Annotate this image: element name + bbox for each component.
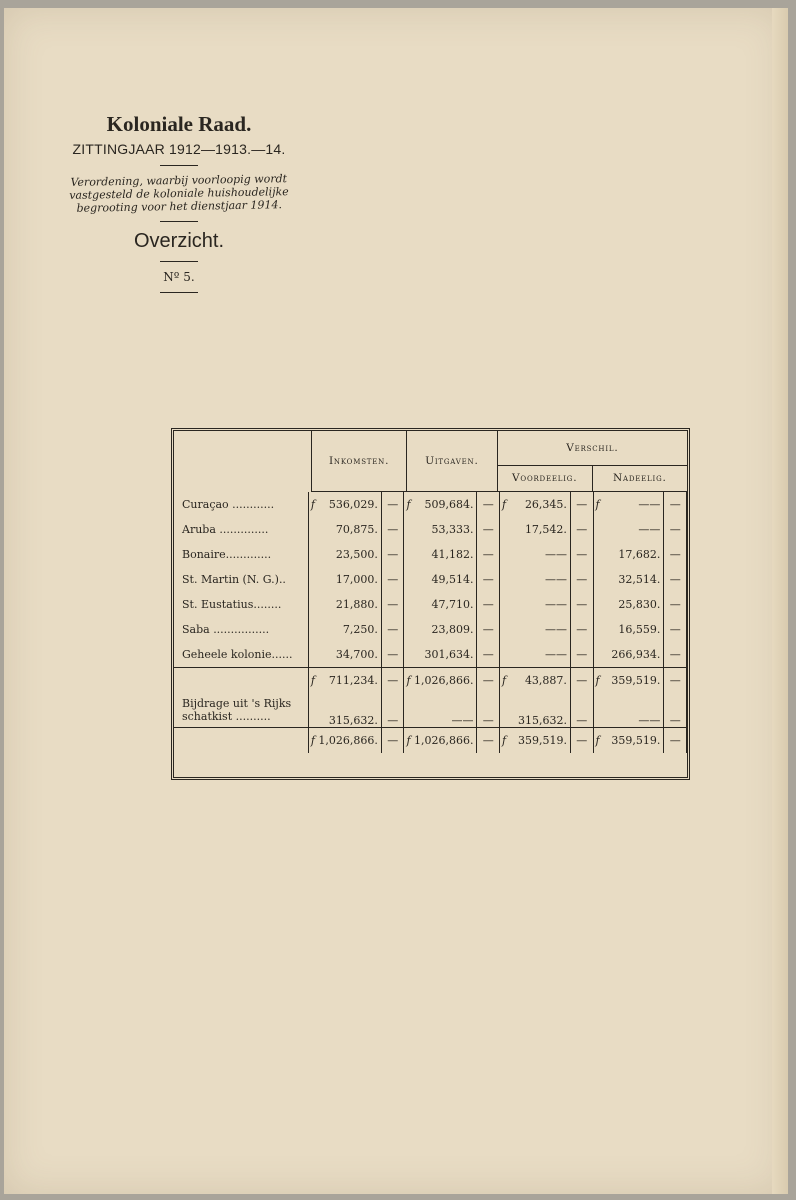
- document-page: [4, 8, 784, 1194]
- voor-currency: f: [500, 727, 510, 753]
- nad-cents: —: [664, 667, 687, 693]
- divider: [160, 261, 198, 262]
- row-label: Bijdrage uit 's Rijks schatkist ..........: [174, 693, 308, 728]
- voor-currency: [500, 592, 510, 617]
- uit-value: 301,634.: [424, 647, 474, 661]
- voor-value: 315,632.: [517, 713, 567, 727]
- uit-value: 47,710.: [431, 597, 474, 611]
- nad-currency: [593, 693, 603, 728]
- uit-value: 509,684.: [424, 497, 474, 511]
- nad-cents: —: [664, 727, 687, 753]
- table-row: [174, 617, 687, 642]
- ink-cents: —: [381, 517, 404, 542]
- uit-cents: —: [477, 667, 500, 693]
- ink-cents: —: [381, 592, 404, 617]
- divider: [160, 292, 198, 293]
- ink-currency: f: [310, 497, 315, 511]
- voor-currency: [500, 617, 510, 642]
- voor-currency: f: [502, 497, 507, 511]
- voor-value: ——: [544, 597, 567, 611]
- divider: [160, 165, 198, 166]
- row-label: [174, 667, 308, 693]
- nad-value: 17,682.: [618, 547, 661, 561]
- uit-value: 23,809.: [431, 622, 474, 636]
- uit-currency: f: [404, 727, 414, 753]
- nad-cents: —: [664, 542, 687, 567]
- header-uitgaven: Uitgaven.: [407, 431, 498, 491]
- ink-currency: f: [308, 667, 318, 693]
- nad-cents: —: [664, 492, 687, 517]
- document-title: Koloniale Raad.: [106, 112, 252, 136]
- page-edge: [772, 8, 788, 1194]
- nad-currency: f: [593, 667, 603, 693]
- voor-cents: —: [570, 567, 593, 592]
- ink-currency: f: [308, 727, 318, 753]
- bijdrage-row: [174, 693, 687, 728]
- uit-cents: —: [477, 592, 500, 617]
- row-label: Geheele kolonie......: [174, 642, 308, 668]
- nad-cents: —: [664, 642, 687, 668]
- voor-value: ——: [544, 622, 567, 636]
- ink-currency: [308, 642, 318, 668]
- voor-cents: —: [570, 727, 593, 753]
- nad-value: 25,830.: [618, 597, 661, 611]
- voor-cents: —: [570, 592, 593, 617]
- nad-cents: —: [664, 517, 687, 542]
- budget-table: [171, 428, 690, 780]
- ink-currency: [308, 693, 318, 728]
- nad-currency: [593, 542, 603, 567]
- uit-value: 41,182.: [431, 547, 474, 561]
- nad-cents: —: [664, 567, 687, 592]
- nad-cents: —: [664, 617, 687, 642]
- row-label: Saba ................: [174, 617, 308, 642]
- ink-currency: [308, 617, 318, 642]
- ink-value: 23,500.: [335, 547, 378, 561]
- ink-value: 536,029.: [328, 497, 378, 511]
- ink-value: 711,234.: [318, 667, 381, 693]
- nad-currency: [593, 567, 603, 592]
- uit-currency: [404, 617, 414, 642]
- nad-currency: [593, 592, 603, 617]
- nad-value: 16,559.: [618, 622, 661, 636]
- voor-currency: f: [500, 667, 510, 693]
- ink-cents: —: [381, 667, 404, 693]
- overview-heading: Overzicht.: [133, 230, 225, 252]
- ink-value: 1,026,866.: [318, 727, 381, 753]
- nad-currency: f: [593, 727, 603, 753]
- uit-currency: [404, 517, 414, 542]
- nad-value: 266,934.: [611, 647, 661, 661]
- nad-cents: —: [664, 693, 687, 728]
- voor-value: ——: [544, 572, 567, 586]
- uit-currency: [404, 693, 414, 728]
- row-label: Bonaire.............: [174, 542, 308, 567]
- ink-cents: —: [381, 542, 404, 567]
- ordinance-subtitle: Verordening, waarbij voorloopig wordt vastgesteld de koloniale huishoudelijke begrooting voor het dienstjaar 1914.: [69, 172, 289, 215]
- nad-currency: [593, 617, 603, 642]
- row-label: Curaçao ............: [174, 492, 308, 517]
- table-row: [174, 642, 687, 668]
- uit-value: 49,514.: [431, 572, 474, 586]
- ink-cents: —: [381, 727, 404, 753]
- voor-value: 17,542.: [524, 522, 567, 536]
- voor-cents: —: [570, 642, 593, 668]
- table-row: [174, 517, 687, 542]
- nad-value: ——: [638, 522, 661, 536]
- row-label: Aruba ..............: [174, 517, 308, 542]
- document-number: Nº 5.: [163, 270, 195, 284]
- table-row: [174, 542, 687, 567]
- uit-cents: —: [477, 642, 500, 668]
- nad-value: ——: [638, 713, 661, 727]
- document-header: [44, 112, 314, 301]
- ink-cents: —: [381, 617, 404, 642]
- voor-cents: —: [570, 492, 593, 517]
- uit-cents: —: [477, 727, 500, 753]
- uit-cents: —: [477, 517, 500, 542]
- ink-currency: [308, 567, 318, 592]
- uit-currency: [404, 592, 414, 617]
- row-label: St. Martin (N. G.)..: [174, 567, 308, 592]
- uit-currency: [404, 567, 414, 592]
- uit-value: ——: [451, 713, 474, 727]
- nad-value: ——: [638, 497, 661, 511]
- header-nadeelig: Nadeelig.: [592, 465, 687, 491]
- header-voordeelig: Voordeelig.: [497, 465, 592, 491]
- nad-cents: —: [664, 592, 687, 617]
- voor-value: 359,519.: [510, 727, 571, 753]
- uit-currency: f: [404, 667, 414, 693]
- ink-cents: —: [381, 642, 404, 668]
- ink-cents: —: [381, 567, 404, 592]
- header-inkomsten: Inkomsten.: [312, 431, 407, 491]
- uit-value: 1,026,866.: [414, 727, 477, 753]
- voor-value: ——: [544, 547, 567, 561]
- uit-currency: [404, 542, 414, 567]
- header-verschil: Verschil.: [497, 431, 687, 465]
- uit-cents: —: [477, 693, 500, 728]
- nad-value: 32,514.: [618, 572, 661, 586]
- ink-currency: [308, 592, 318, 617]
- uit-value: 53,333.: [431, 522, 474, 536]
- ink-cents: —: [381, 492, 404, 517]
- ink-value: 70,875.: [335, 522, 378, 536]
- subtotal-row: [174, 667, 687, 693]
- row-label: St. Eustatius........: [174, 592, 308, 617]
- row-label: [174, 727, 308, 753]
- nad-currency: [593, 517, 603, 542]
- table-row: [174, 492, 687, 517]
- voor-cents: —: [570, 542, 593, 567]
- ink-cents: —: [381, 693, 404, 728]
- ink-currency: [308, 517, 318, 542]
- divider: [160, 221, 198, 222]
- uit-cents: —: [477, 567, 500, 592]
- table-row: [174, 592, 687, 617]
- ink-value: 34,700.: [335, 647, 378, 661]
- ink-value: 315,632.: [328, 713, 378, 727]
- voor-value: ——: [544, 647, 567, 661]
- ink-value: 7,250.: [342, 622, 378, 636]
- voor-value: 43,887.: [510, 667, 571, 693]
- nad-currency: [593, 642, 603, 668]
- voor-cents: —: [570, 617, 593, 642]
- voor-cents: —: [570, 517, 593, 542]
- uit-currency: f: [406, 497, 411, 511]
- total-row: [174, 727, 687, 753]
- ink-currency: [308, 542, 318, 567]
- uit-cents: —: [477, 492, 500, 517]
- voor-currency: [500, 642, 510, 668]
- ink-value: 17,000.: [335, 572, 378, 586]
- uit-currency: [404, 642, 414, 668]
- ink-value: 21,880.: [335, 597, 378, 611]
- nad-currency: f: [595, 497, 600, 511]
- voor-cents: —: [570, 667, 593, 693]
- voor-currency: [500, 693, 510, 728]
- uit-cents: —: [477, 617, 500, 642]
- voor-currency: [500, 542, 510, 567]
- uit-value: 1,026,866.: [414, 667, 477, 693]
- voor-value: 26,345.: [524, 497, 567, 511]
- table-row: [174, 567, 687, 592]
- voor-currency: [500, 517, 510, 542]
- voor-currency: [500, 567, 510, 592]
- nad-value: 359,519.: [603, 727, 664, 753]
- uit-cents: —: [477, 542, 500, 567]
- voor-cents: —: [570, 693, 593, 728]
- session-line: ZITTINGJAAR 1912—1913.—14.: [72, 141, 286, 157]
- nad-value: 359,519.: [603, 667, 664, 693]
